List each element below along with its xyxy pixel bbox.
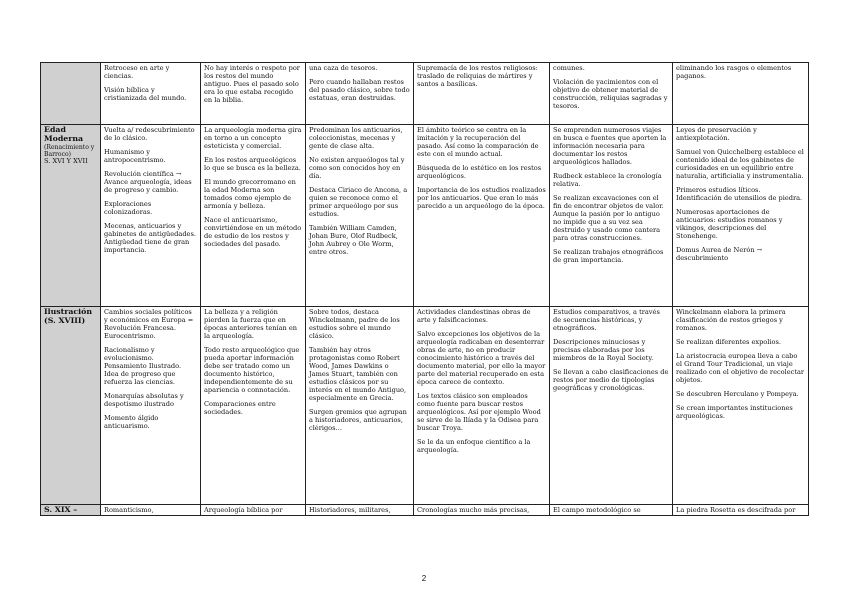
cell-paragraph: Cronologías mucho más precisas, — [417, 506, 530, 514]
period-title: S. XIX – — [44, 505, 78, 514]
content-cell — [673, 307, 809, 505]
content-cell — [201, 505, 306, 516]
cell-paragraph: El mundo grecorromano en la edad Moderna son tomados como ejemplo de armonía y belleza. — [204, 178, 296, 211]
cell-paragraph: Búsqueda de lo estético en los restos arqueológicos. — [417, 164, 542, 181]
cell-paragraph: comunes. — [553, 64, 585, 72]
content-cell — [673, 505, 809, 516]
content-cell — [550, 307, 673, 505]
cell-paragraph: Momento álgido anticuarismo. — [104, 414, 159, 431]
content-cell — [550, 505, 673, 516]
content-cell — [201, 125, 306, 307]
content-cell — [201, 307, 306, 505]
cell-paragraph: Se llevan a cabo clasificaciones de restos por medio de tipologías geográficas y cronológicas. — [553, 368, 669, 393]
cell-paragraph: Todo resto arqueológico que pueda aportar información debe ser tratado como un documento histórico, independientemente de su apariencia o connotación. — [204, 346, 300, 395]
content-cell — [414, 505, 550, 516]
cell-paragraph: Revolución científica → Avance arqueología, ideas de progreso y cambio. — [104, 170, 192, 195]
cell-paragraph: Se le da un enfoque científico a la arqueología. — [417, 438, 531, 455]
content-cell — [673, 63, 809, 125]
cell-paragraph: Samuel von Quicchelberg establece el contenido ideal de los gabinetes de curiosidades en un equilibrio entre naturalia, artificialia y instrumentalia. — [676, 148, 804, 181]
cell-paragraph: Violación de yacimientos con el objetivo de obtener material de construcción, reliquias sagradas y tesoros. — [553, 78, 668, 111]
cell-paragraph: Pero cuando hallaban restos del pasado clásico, sobre todo estatuas, eran destruidas. — [309, 78, 410, 103]
content-cell — [101, 63, 201, 125]
cell-paragraph: Se realizan excavaciones con el fin de encontrar objetos de valor. Aunque la pasión por lo antiguo no impide que a su vez sea destruido y usado como cantera para otras construcciones. — [553, 194, 664, 243]
table-row — [41, 307, 809, 505]
cell-paragraph: Se crean importantes instituciones arqueológicas. — [676, 404, 793, 421]
period-years: S. XVI Y XVII — [44, 156, 88, 165]
cell-paragraph: Mecenas, anticuarios y gabinetes de antigüedades. Antigüedad tiene de gran importancia. — [104, 222, 196, 255]
cell-paragraph: Se descubren Herculano y Pompeya. — [676, 390, 799, 399]
content-cell — [306, 63, 414, 125]
page-number: 2 — [421, 574, 427, 583]
content-cell — [306, 125, 414, 307]
cell-paragraph: Racionalismo y evolucionismo. Pensamiento Ilustrado. Idea de progreso que refuerza las ciencias. — [104, 346, 182, 387]
period-cell — [41, 505, 101, 516]
content-cell — [201, 63, 306, 125]
period-cell — [41, 307, 101, 505]
cell-paragraph: La belleza y a religión pierden la fuerza que en épocas anteriores tenían en la arqueología. — [204, 308, 298, 341]
cell-paragraph: En los restos arqueológicos lo que se busca es la belleza. — [204, 156, 301, 173]
cell-paragraph: una caza de tesoros. — [309, 64, 378, 72]
cell-paragraph: Monarquías absolutas y despotismo ilustrado — [104, 392, 184, 409]
cell-paragraph: Romanticismo, — [104, 506, 154, 514]
cell-paragraph: También hay otros protagonistas como Robert Wood, James Dawkins o James Stuart, también con estudios clásicos por su interés en el mundo Antiguo, especialmente en Grecia. — [309, 346, 407, 403]
cell-paragraph: Domus Aurea de Nerón → descubrimiento — [676, 246, 763, 263]
cell-paragraph: Arqueología bíblica por — [204, 506, 283, 514]
period-title: Ilustración (S. XVIII) — [44, 307, 93, 325]
cell-paragraph: Exploraciones colonizadoras. — [104, 200, 153, 217]
cell-paragraph: La arqueología moderna gira en torno a un concepto esteticista y comercial. — [204, 126, 302, 151]
cell-paragraph: Se realizan trabajos etnográficos de gran importancia. — [553, 248, 664, 265]
cell-paragraph: Winckelmann elabora la primera clasificación de restos griegos y romanos. — [676, 308, 786, 333]
content-cell — [414, 125, 550, 307]
period-subtitle: (Renacimiento y Barroco) — [44, 143, 95, 158]
cell-paragraph: Estudios comparativos, a través de secuencias históricas, y etnográficos. — [553, 308, 660, 333]
cell-paragraph: También William Camden, Johan Bure, Olof Rudbeck, John Aubrey o Ole Worm, entre otros. — [309, 224, 398, 257]
table-row — [41, 125, 809, 307]
cell-paragraph: Descripciones minuciosas y precisas elaboradas por los miembros de la Royal Society. — [553, 338, 654, 363]
period-cell — [41, 125, 101, 307]
period-title: Edad Moderna — [44, 125, 84, 143]
cell-paragraph: Numerosas aportaciones de anticuarios: estudios romanos y vikingos, descripciones del Stonehenge. — [676, 208, 783, 241]
cell-paragraph: Se emprenden numerosos viajes en busca e fuentes que aporten la información necesaria para documentar los restos arqueológicos hallados. — [553, 126, 667, 167]
cell-paragraph: Surgen gremios que agrupan a historiadores, anticuarios, clérigos… — [309, 408, 407, 433]
table-body — [41, 63, 809, 516]
cell-paragraph: Visión bíblica y cristianizada del mundo. — [104, 86, 187, 103]
cell-paragraph: Historiadores, militares, — [309, 506, 391, 514]
cell-paragraph: Retroceso en arte y ciencias. — [104, 64, 170, 81]
content-cell — [306, 505, 414, 516]
cell-paragraph: Salvo excepciones los objetivos de la arqueología radicaban en desenterrar obras de arte, no en producir conocimiento histórico a través del documento material, por ello la mayor parte del material recuperado en esta época carece de contexto. — [417, 330, 546, 387]
cell-paragraph: No existen arqueólogos tal y como son conocidos hoy en día. — [309, 156, 405, 181]
content-cell — [101, 505, 201, 516]
cell-paragraph: Predominan los anticuarios, coleccionistas, mecenas y gente de clase alta. — [309, 126, 403, 151]
table-row — [41, 505, 809, 516]
cell-paragraph: Cambios sociales políticos y económicos en Europa = Revolución Francesa. Eurocentrismo. — [104, 308, 194, 341]
table-row — [41, 63, 809, 125]
cell-paragraph: Sobre todos, destaca Winckelmann, padre de los estudios sobre el mundo clásico. — [309, 308, 400, 341]
period-cell — [41, 63, 101, 125]
cell-paragraph: Actividades clandestinas obras de arte y falsificaciones. — [417, 308, 531, 325]
content-cell — [673, 125, 809, 307]
cell-paragraph: Primeros estudios líticos. Identificación de utensilios de piedra. — [676, 186, 803, 203]
content-cell — [550, 125, 673, 307]
cell-paragraph: La piedra Rosetta es descifrada por — [676, 506, 796, 514]
content-cell — [101, 125, 201, 307]
content-cell — [550, 63, 673, 125]
cell-paragraph: Destaca Ciriaco de Ancona, a quien se reconoce como el primer arqueólogo por sus estudios. — [309, 186, 408, 219]
cell-paragraph: El campo metodológico se — [553, 506, 641, 514]
cell-paragraph: Rudbeck establece la cronología relativa. — [553, 172, 662, 189]
cell-paragraph: Humanismo y antropocentrismo. — [104, 148, 166, 165]
cell-paragraph: Importancia de los estudios realizados por los anticuarios. Que eran lo más parecido a un arqueólogo de la época. — [417, 186, 546, 211]
cell-paragraph: eliminando los rasgos o elementos paganos. — [676, 64, 792, 81]
cell-paragraph: Se realizan diferentes expolios. — [676, 338, 781, 347]
cell-paragraph: Supremacía de los restos religiosos: traslado de reliquias de mártires y santos a basílicas. — [417, 64, 538, 89]
cell-paragraph: El ámbito teórico se centra en la imitación y la recuperación del pasado. Así como la comparación de este con el mundo actual. — [417, 126, 539, 159]
content-cell — [414, 307, 550, 505]
archaeology-history-table — [40, 62, 809, 516]
cell-paragraph: Los textos clásico son empleados como fuente para buscar restos arqueológicos. Así por ejemplo Wood se sirve de la Ilíada y la Odisea para buscar Troya. — [417, 392, 541, 433]
cell-paragraph: Vuelta a/ redescubrimiento de lo clásico. — [104, 126, 195, 143]
content-cell — [414, 63, 550, 125]
cell-paragraph: Leyes de preservación y antiexplotación. — [676, 126, 757, 143]
cell-paragraph: La aristocracia europea lleva a cabo el Grand Tour Tradicional, un viaje realizado con el objetivo de recolectar objetos. — [676, 352, 805, 385]
content-cell — [101, 307, 201, 505]
cell-paragraph: Nace el anticuarismo, convirtiéndose en un método de estudio de los restos y sociedades del pasado. — [204, 216, 302, 249]
cell-paragraph: Comparaciones entre sociedades. — [204, 400, 276, 417]
content-cell — [306, 307, 414, 505]
cell-paragraph: No hay interés o respeto por los restos del mundo antiguo. Pues el pasado solo era lo que estaba recogido en la biblia. — [204, 64, 300, 105]
